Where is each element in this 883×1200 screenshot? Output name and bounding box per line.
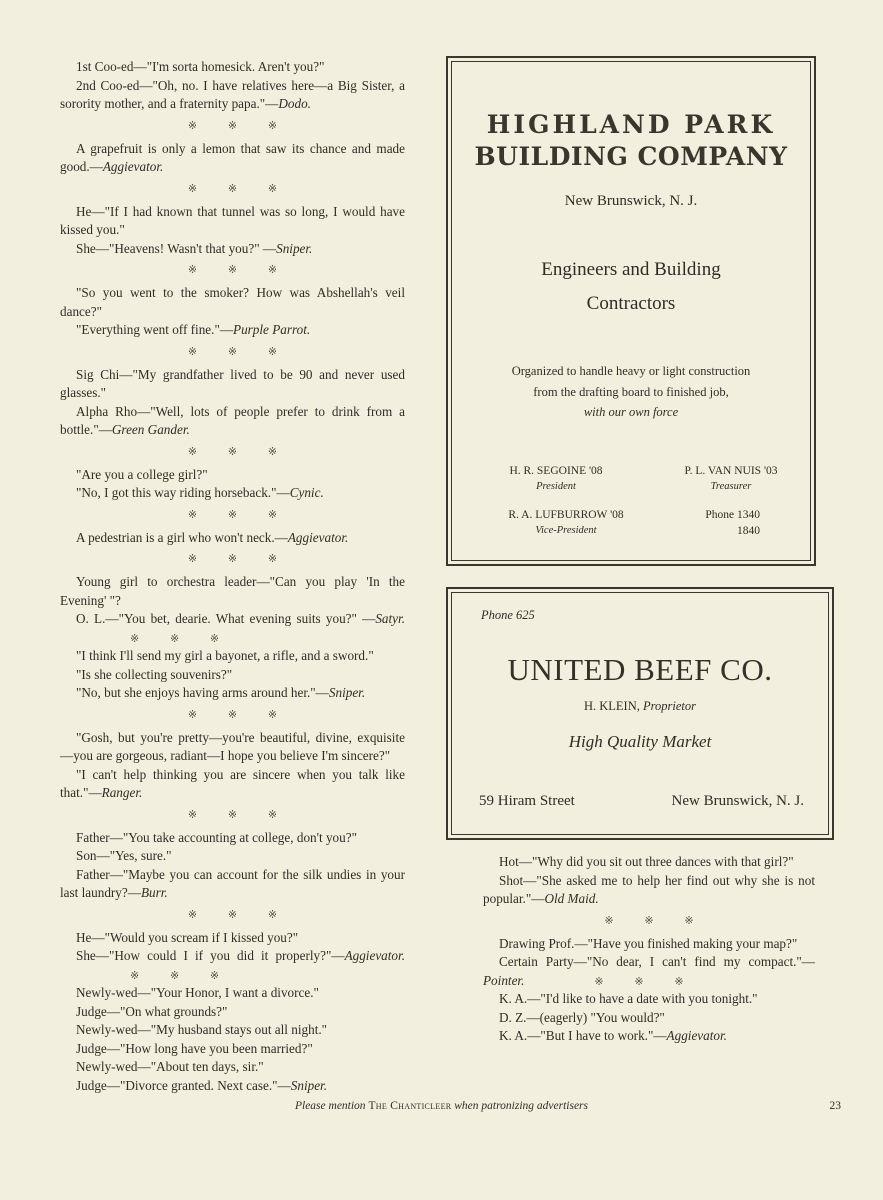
joke-text: Newly-wed—"My husband stays out all night." bbox=[76, 1022, 328, 1037]
phone-line2: 1840 bbox=[737, 525, 760, 537]
joke-text: 1st Coo-ed—"I'm sorta homesick. Aren't you?" bbox=[76, 59, 325, 74]
joke-text: 2nd Coo-ed—"Oh, no. I have relatives here—a Big Sister, a sorority mother, and a fraternity papa."— bbox=[60, 77, 405, 111]
joke-source: Sniper. bbox=[290, 1077, 328, 1093]
joke-line bbox=[483, 1027, 815, 1046]
joke-text: She—"Heavens! Wasn't that you?" — bbox=[76, 240, 277, 256]
proprietor-name: H. KLEIN, bbox=[583, 699, 640, 713]
joke-text: A pedestrian is a girl who won't neck.— bbox=[76, 529, 288, 545]
ornament-divider: ※ ※ ※ bbox=[187, 119, 292, 132]
joke-text: He—"If I had known that tunnel was so long, I would have kissed you." bbox=[60, 203, 405, 237]
joke-text: Young girl to orchestra leader—"Can you play 'In the Evening' "? bbox=[60, 574, 405, 608]
joke-text: He—"Would you scream if I kissed you?" bbox=[76, 929, 299, 945]
joke-line bbox=[60, 240, 405, 259]
ad-org-line1: Organized to handle heavy or light construction bbox=[511, 364, 751, 378]
joke-line bbox=[60, 403, 405, 440]
joke-text: Newly-wed—"About ten days, sir." bbox=[76, 1059, 264, 1074]
joke-text: Shot—"She asked me to help her find out why she is not popular."— bbox=[483, 872, 815, 906]
ad-address: 59 Hiram Street bbox=[479, 793, 575, 809]
ad-tagline-line1: Engineers and Building bbox=[541, 259, 721, 280]
joke-source: Aggievator. bbox=[666, 1028, 727, 1043]
footer-magazine: The Chanticleer bbox=[368, 1100, 452, 1112]
ad-city: New Brunswick, N. J. bbox=[564, 193, 698, 209]
ornament-divider: ※ ※ ※ bbox=[187, 808, 292, 821]
ad-title-line1: HIGHLAND PARK bbox=[486, 110, 776, 139]
joke-line bbox=[60, 1040, 405, 1059]
jokes-left-column bbox=[60, 58, 405, 1095]
joke-line bbox=[483, 935, 815, 954]
joke-text: "I can't help thinking you are sincere when you talk like that."— bbox=[60, 766, 405, 800]
joke-line bbox=[60, 666, 405, 685]
joke-line bbox=[60, 729, 405, 766]
joke-line bbox=[60, 203, 405, 240]
joke-source: Ranger. bbox=[101, 785, 143, 800]
officer-role: Treasurer bbox=[710, 481, 752, 492]
joke-line bbox=[60, 866, 405, 903]
joke-line bbox=[60, 684, 405, 703]
joke-source: Pointer. bbox=[483, 972, 525, 988]
officer-vice-president bbox=[486, 507, 646, 539]
joke-line bbox=[483, 872, 815, 909]
officer-name: R. A. LUFBURROW '08 bbox=[508, 509, 624, 521]
joke-line bbox=[60, 929, 405, 948]
ornament-divider: ※ ※ ※ bbox=[187, 264, 292, 276]
joke-line bbox=[60, 847, 405, 866]
officer-name: P. L. VAN NUIS '03 bbox=[684, 465, 778, 477]
joke-line bbox=[60, 529, 405, 548]
footer-pre: Please mention bbox=[294, 1100, 366, 1112]
ad-title-line2: BUILDING COMPANY bbox=[474, 142, 788, 171]
joke-line bbox=[60, 284, 405, 321]
joke-line bbox=[60, 984, 405, 1003]
ad-org-line2: from the drafting board to finished job, bbox=[533, 384, 729, 399]
joke-line bbox=[60, 573, 405, 610]
ornament-divider: ※ ※ ※ bbox=[187, 445, 292, 458]
joke-text: A grapefruit is only a lemon that saw its chance and made good.— bbox=[60, 140, 405, 174]
joke-line bbox=[483, 1009, 815, 1028]
ad-phones bbox=[680, 507, 760, 539]
joke-text: O. L.—"You bet, dearie. What evening suits you?" — bbox=[76, 611, 376, 626]
joke-text: Hot—"Why did you sit out three dances with that girl?" bbox=[499, 854, 794, 869]
ad-title: UNITED BEEF CO. bbox=[507, 652, 773, 687]
ornament-divider: ※ ※ ※ bbox=[130, 969, 234, 982]
joke-text: Alpha Rho—"Well, lots of people prefer to drink from a bottle."— bbox=[60, 403, 405, 437]
joke-source: Aggievator. bbox=[102, 159, 164, 174]
joke-text: Son—"Yes, sure." bbox=[76, 848, 172, 863]
joke-line bbox=[60, 366, 405, 403]
joke-line bbox=[60, 1058, 405, 1077]
joke-text: Judge—"Divorce granted. Next case."— bbox=[76, 1077, 291, 1093]
joke-text: "I think I'll send my girl a bayonet, a rifle, and a sword." bbox=[76, 648, 374, 663]
joke-source: Green Gander. bbox=[111, 422, 190, 437]
joke-source: Purple Parrot. bbox=[233, 322, 311, 337]
ad-description bbox=[468, 361, 794, 423]
joke-line bbox=[60, 947, 405, 984]
joke-text: Sig Chi—"My grandfather lived to be 90 and never used glasses." bbox=[60, 366, 405, 400]
joke-source: Sniper. bbox=[276, 240, 313, 256]
joke-text: K. A.—"But I have to work."— bbox=[499, 1028, 667, 1043]
joke-line bbox=[60, 647, 405, 666]
ornament-divider: ※ ※ ※ bbox=[187, 345, 292, 358]
joke-line bbox=[60, 610, 405, 647]
ornament-divider: ※ ※ ※ bbox=[604, 914, 708, 927]
ad-tagline bbox=[448, 253, 814, 321]
ornament-divider: ※ ※ ※ bbox=[594, 975, 698, 988]
ornament-divider: ※ ※ ※ bbox=[187, 553, 292, 565]
joke-text: She—"How could I if you did it properly?"— bbox=[76, 948, 345, 963]
joke-text: Judge—"How long have you been married?" bbox=[76, 1040, 313, 1056]
joke-source: Aggievator. bbox=[287, 529, 349, 545]
ornament-divider: ※ ※ ※ bbox=[187, 508, 292, 521]
joke-text: D. Z.—(eagerly) "You would?" bbox=[499, 1009, 665, 1025]
proprietor-role: Proprietor bbox=[643, 699, 697, 713]
joke-source: Old Maid. bbox=[544, 891, 599, 906]
joke-line bbox=[60, 484, 405, 503]
joke-text: Drawing Prof.—"Have you finished making your map?" bbox=[499, 935, 798, 951]
ornament-divider: ※ ※ ※ bbox=[187, 908, 292, 921]
ad-tagline-line2: Contractors bbox=[586, 293, 676, 314]
joke-line bbox=[60, 77, 405, 114]
joke-line bbox=[60, 140, 405, 177]
joke-line bbox=[483, 953, 815, 990]
ad-phone: Phone 625 bbox=[481, 608, 535, 622]
joke-text: Father—"You take accounting at college, don't you?" bbox=[76, 829, 357, 845]
officer-role: President bbox=[536, 481, 576, 492]
joke-text: "So you went to the smoker? How was Abshellah's veil dance?" bbox=[60, 285, 405, 319]
jokes-right-column bbox=[483, 853, 815, 1046]
officer-role: Vice-President bbox=[535, 525, 597, 536]
joke-line bbox=[60, 1077, 405, 1096]
joke-line bbox=[60, 321, 405, 340]
officer-president bbox=[486, 463, 626, 495]
ornament-divider: ※ ※ ※ bbox=[130, 632, 234, 645]
joke-line bbox=[60, 766, 405, 803]
joke-line bbox=[60, 58, 405, 77]
footer-post: when patronizing advertisers bbox=[454, 1100, 589, 1112]
joke-source: Burr. bbox=[140, 885, 168, 900]
ornament-divider: ※ ※ ※ bbox=[187, 708, 292, 721]
joke-line bbox=[60, 466, 405, 485]
joke-line bbox=[483, 853, 815, 872]
joke-line bbox=[60, 829, 405, 848]
joke-text: "Gosh, but you're pretty—you're beautiful, divine, exquisite—you are gorgeous, radiant—I hope you believe I'm sincere?" bbox=[60, 729, 405, 763]
joke-text: "Is she collecting souvenirs?" bbox=[76, 666, 233, 682]
ad-proprietor bbox=[448, 699, 832, 714]
joke-text: Newly-wed—"Your Honor, I want a divorce." bbox=[76, 985, 319, 1000]
joke-line bbox=[60, 1003, 405, 1022]
ad-tagline: High Quality Market bbox=[568, 732, 712, 751]
joke-text: Judge—"On what grounds?" bbox=[76, 1003, 228, 1019]
joke-text: Father—"Maybe you can account for the silk undies in your last laundry?— bbox=[60, 866, 405, 900]
officer-treasurer bbox=[656, 463, 806, 495]
united-beef-ad bbox=[446, 587, 834, 840]
phone-line1: Phone 1340 bbox=[705, 509, 760, 521]
ad-org-line3: with our own force bbox=[583, 405, 679, 419]
joke-source: Dodo. bbox=[278, 96, 311, 111]
joke-text: K. A.—"I'd like to have a date with you tonight." bbox=[499, 991, 758, 1006]
joke-text: Certain Party—"No dear, I can't find my compact."— bbox=[499, 954, 815, 969]
highland-park-ad bbox=[446, 56, 816, 566]
page-number: 23 bbox=[829, 1100, 841, 1112]
officer-name: H. R. SEGOINE '08 bbox=[509, 465, 603, 477]
joke-line bbox=[60, 1021, 405, 1040]
joke-source: Aggievator. bbox=[344, 948, 405, 963]
joke-text: "No, I got this way riding horseback."— bbox=[76, 485, 290, 500]
page-footer bbox=[0, 1100, 883, 1112]
joke-line bbox=[483, 990, 815, 1009]
ornament-divider: ※ ※ ※ bbox=[187, 182, 292, 195]
joke-text: "Are you a college girl?" bbox=[76, 466, 208, 482]
joke-text: "No, but she enjoys having arms around her."— bbox=[76, 685, 329, 700]
joke-source: Cynic. bbox=[289, 485, 324, 500]
joke-source: Satyr. bbox=[375, 611, 405, 626]
joke-source: Sniper. bbox=[328, 685, 366, 700]
joke-text: "Everything went off fine."— bbox=[76, 322, 234, 337]
ad-city: New Brunswick, N. J. bbox=[671, 793, 804, 809]
